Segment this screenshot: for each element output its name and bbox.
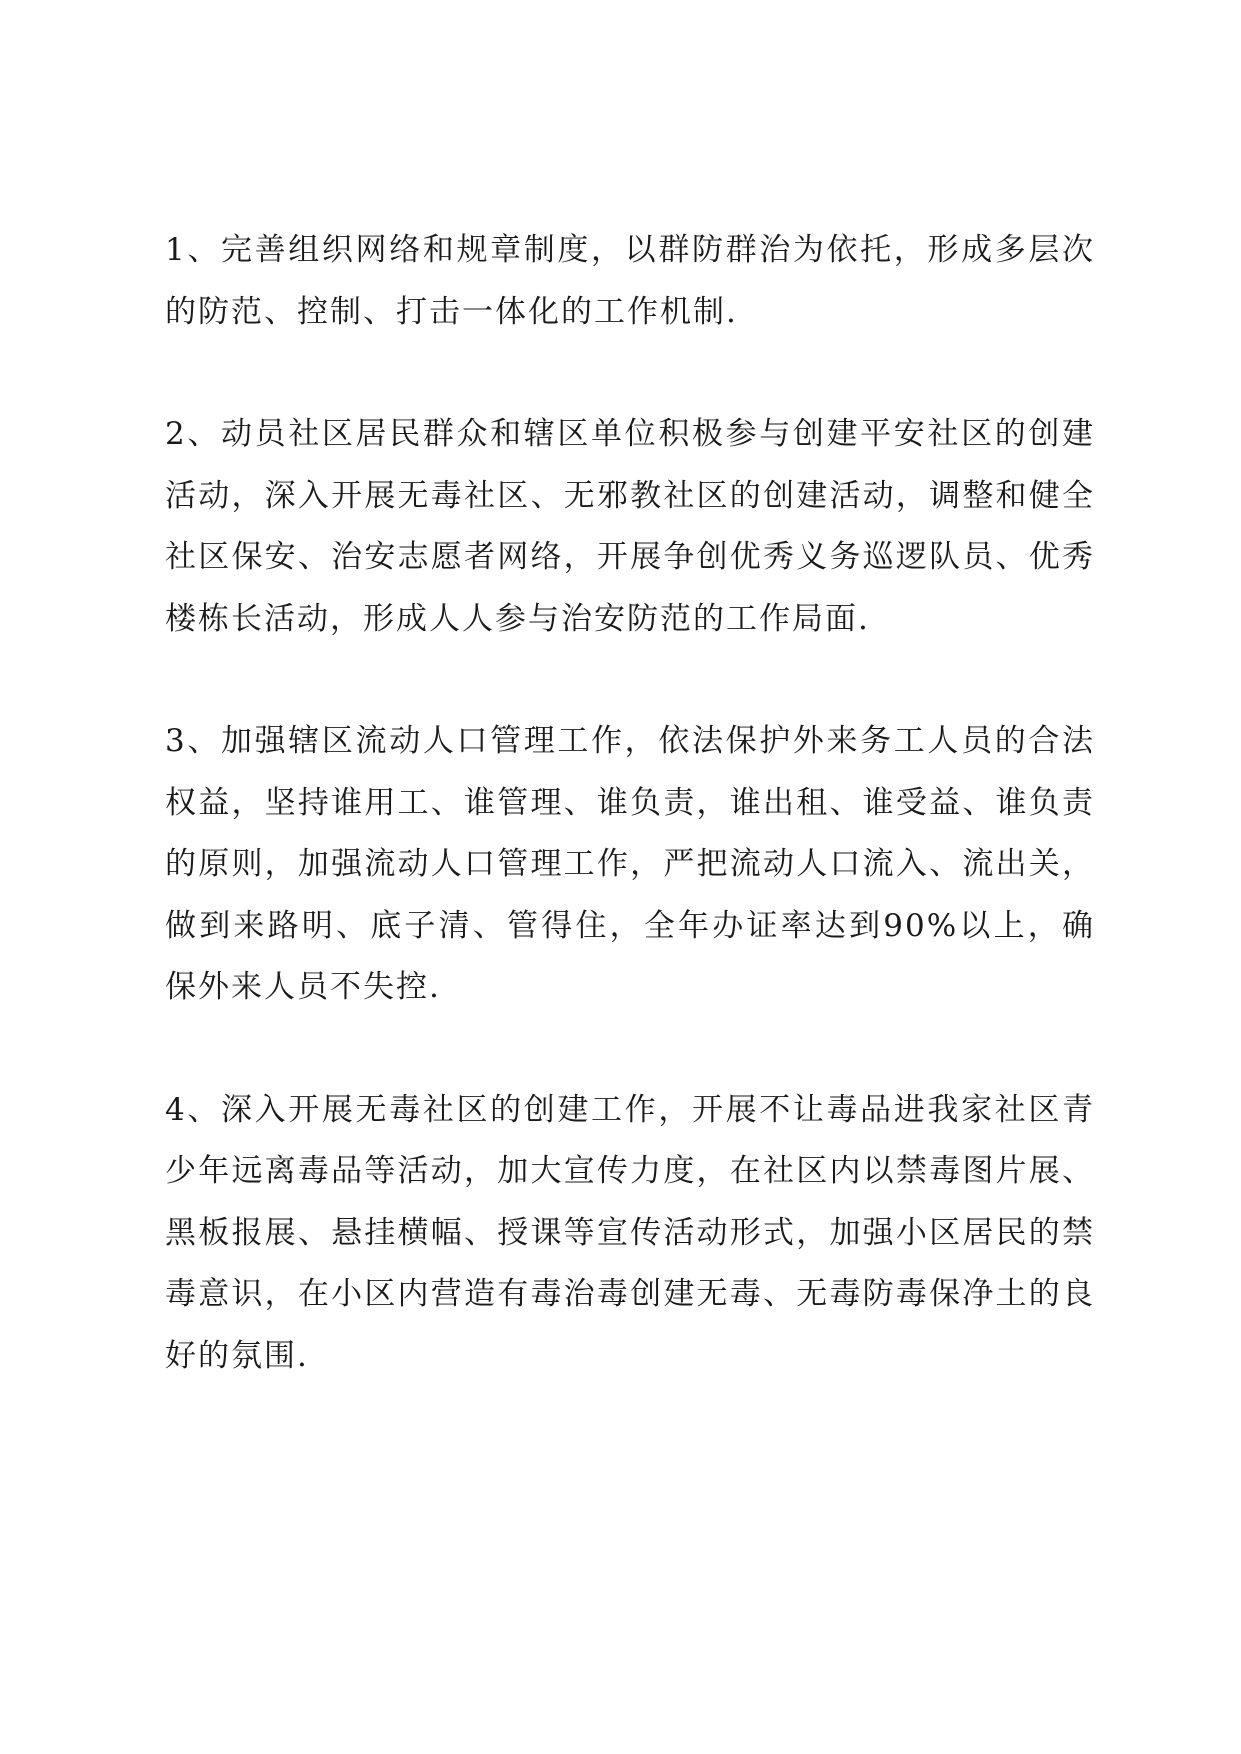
document-body bbox=[165, 220, 1095, 1387]
paragraph-4: 4、深入开展无毒社区的创建工作，开展不让毒品进我家社区青少年远离毒品等活动，加大宣传力度，在社区内以禁毒图片展、黑板报展、悬挂横幅、授课等宣传活动形式，加强小区居民的禁毒意识，在小区内营造有毒治毒创建无毒、无毒防毒保净土的良好的氛围. bbox=[165, 1091, 1095, 1374]
paragraph-3: 3、加强辖区流动人口管理工作，依法保护外来务工人员的合法权益，坚持谁用工、谁管理、谁负责，谁出租、谁受益、谁负责的原则，加强流动人口管理工作，严把流动人口流入、流出关，做到来路明、底子清、管得住，全年办证率达到90%以上，确保外来人员不失控. bbox=[165, 723, 1095, 1005]
paragraph-1: 1、完善组织网络和规章制度，以群防群治为依托，形成多层次的防范、控制、打击一体化的工作机制. bbox=[165, 232, 1095, 330]
paragraph-2: 2、动员社区居民群众和辖区单位积极参与创建平安社区的创建活动，深入开展无毒社区、无邪教社区的创建活动，调整和健全社区保安、治安志愿者网络，开展争创优秀义务巡逻队员、优秀楼栋长活动，形成人人参与治安防范的工作局面. bbox=[165, 416, 1095, 637]
